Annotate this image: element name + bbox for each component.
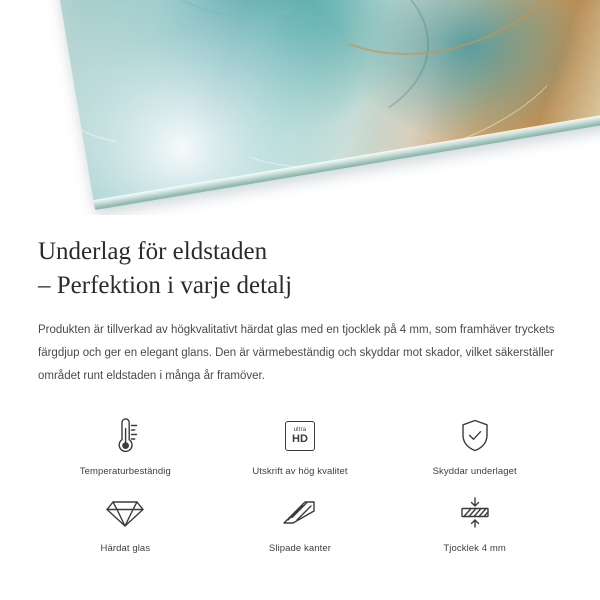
shield-check-icon (458, 414, 492, 458)
marble-artwork (41, 0, 600, 210)
sparkle-icon (476, 168, 522, 214)
feature-label: Utskrift av hög kvalitet (252, 466, 348, 477)
page-title-line-1: Underlag för eldstaden (38, 238, 268, 265)
body-paragraph: Produkten är tillverkad av högkvalitativt härdat glas med en tjocklek på 4 mm, som framhäver tryckets färgdjup och ger en elegant glans. Den är värmebeständig och skyddar mot skador, vilket säkerställer området runt eldstaden i många år framöver. (38, 324, 555, 382)
feature-item-print-quality (213, 414, 388, 477)
feature-label: Temperaturbeständig (79, 466, 171, 477)
hero-image-inner (0, 0, 600, 215)
content-area (0, 235, 600, 554)
page-title (38, 235, 562, 303)
polished-edges-icon (280, 491, 320, 535)
feature-item-thickness (387, 491, 562, 554)
feature-label: Härdat glas (100, 543, 151, 554)
thickness-icon (455, 491, 495, 535)
ultra-hd-icon (285, 414, 315, 458)
feature-label: Slipade kanter (268, 543, 332, 554)
glass-panel (41, 0, 600, 210)
ultra-hd-badge (285, 421, 315, 451)
feature-item-temperature (38, 414, 213, 477)
ultra-hd-badge-top: ultra (293, 427, 307, 433)
feature-label: Skyddar underlaget (432, 466, 517, 477)
feature-item-polished-edges (213, 491, 388, 554)
feature-label: Tjocklek 4 mm (443, 543, 506, 554)
hero-image (0, 0, 600, 215)
page-title-line-2: – Perfektion i varje detalj (38, 272, 293, 299)
thermometer-icon (108, 414, 142, 458)
sparkle-icon-small (556, 150, 582, 176)
sparkle-core (492, 184, 506, 198)
ultra-hd-badge-bottom: HD (292, 433, 308, 445)
diamond-icon (105, 491, 145, 535)
feature-item-tempered-glass (38, 491, 213, 554)
feature-item-protection (387, 414, 562, 477)
feature-grid (38, 414, 562, 554)
